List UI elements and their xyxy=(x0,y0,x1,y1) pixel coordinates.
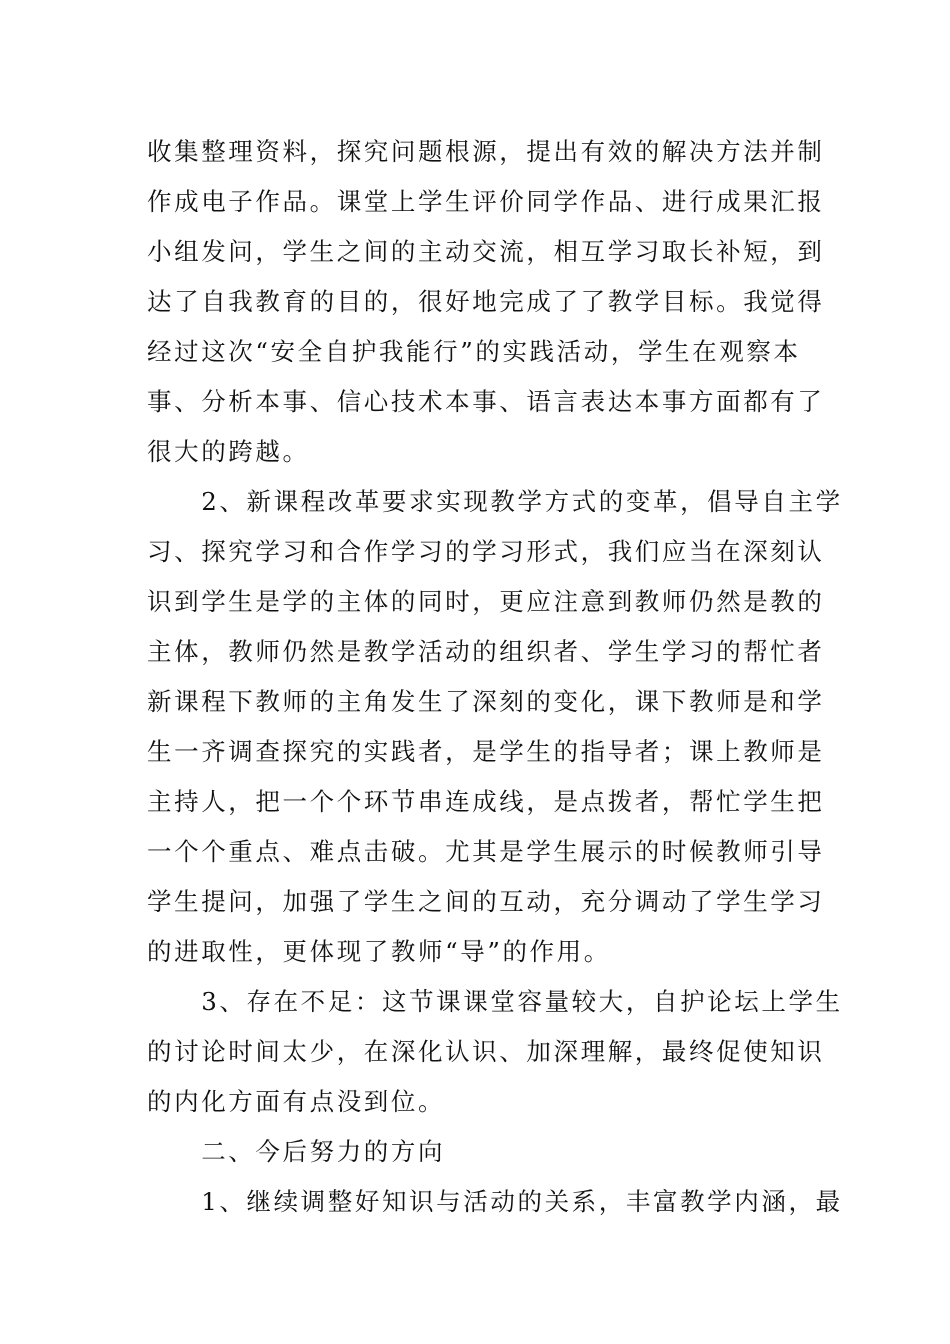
text-line: 新课程下教师的主角发生了深刻的变化，课下教师是和学 xyxy=(147,687,825,716)
text-line: 的内化方面有点没到位。 xyxy=(147,1087,446,1116)
text-line: 生一齐调查探究的实践者，是学生的指导者；课上教师是 xyxy=(147,737,825,766)
text-line: 收集整理资料，探究问题根源，提出有效的解决方法并制 xyxy=(147,137,825,166)
paragraph-start-line: 1、继续调整好知识与活动的关系，丰富教学内涵，最 xyxy=(147,1187,843,1216)
text-line: 的讨论时间太少，在深化认识、加深理解，最终促使知识 xyxy=(147,1037,825,1066)
text-line: 主持人，把一个个环节串连成线，是点拨者，帮忙学生把 xyxy=(147,787,825,816)
text-line: 一个个重点、难点击破。尤其是学生展示的时候教师引导 xyxy=(147,837,825,866)
text-line: 学生提问，加强了学生之间的互动，充分调动了学生学习 xyxy=(147,887,825,916)
paragraph-start-line: 3、存在不足：这节课课堂容量较大，自护论坛上学生 xyxy=(147,987,843,1016)
text-line: 达了自我教育的目的，很好地完成了了教学目标。我觉得 xyxy=(147,287,825,316)
paragraph-start-line: 2、新课程改革要求实现教学方式的变革，倡导自主学 xyxy=(147,487,843,516)
section-heading: 二、今后努力的方向 xyxy=(147,1137,446,1166)
text-line: 经过这次“安全自护我能行”的实践活动，学生在观察本 xyxy=(147,337,801,366)
text-line: 很大的跨越。 xyxy=(147,437,310,466)
text-line: 习、探究学习和合作学习的学习形式，我们应当在深刻认 xyxy=(147,537,825,566)
text-line: 的进取性，更体现了教师“导”的作用。 xyxy=(147,937,611,966)
text-line: 小组发问，学生之间的主动交流，相互学习取长补短，到 xyxy=(147,237,825,266)
text-line: 作成电子作品。课堂上学生评价同学作品、进行成果汇报 xyxy=(147,187,825,216)
text-line: 识到学生是学的主体的同时，更应注意到教师仍然是教的 xyxy=(147,587,825,616)
text-line: 主体，教师仍然是教学活动的组织者、学生学习的帮忙者 xyxy=(147,637,825,666)
text-line: 事、分析本事、信心技术本事、语言表达本事方面都有了 xyxy=(147,387,825,416)
body-text xyxy=(147,127,843,1227)
